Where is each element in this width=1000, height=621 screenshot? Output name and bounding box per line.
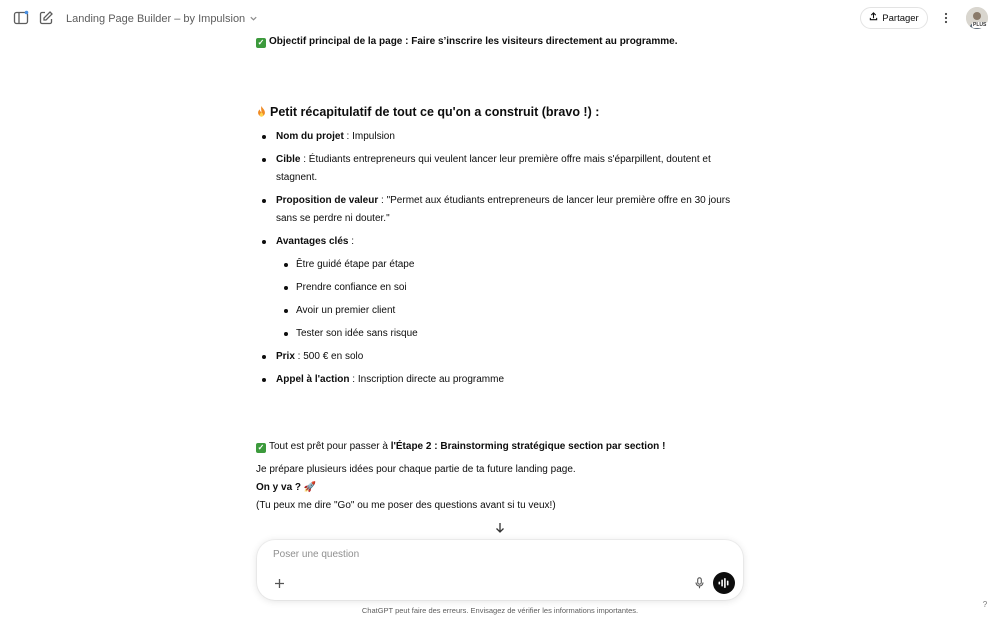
voice-mode-button[interactable] <box>713 572 735 594</box>
chat-title: Landing Page Builder – by Impulsion <box>66 13 246 25</box>
advantage-item: Prendre confiance en soi <box>276 279 748 297</box>
plan-badge: PLUS <box>973 22 987 28</box>
microphone-icon[interactable] <box>693 576 705 590</box>
check-icon: ✓ <box>257 443 265 452</box>
item-text: : Étudiants entrepreneurs qui veulent lancer leur première offre mais s'éparpillent, doutent et stagnent. <box>276 154 711 183</box>
share-button[interactable] <box>860 7 928 29</box>
top-bar <box>0 0 1000 36</box>
item-text: : Inscription directe au programme <box>349 374 505 385</box>
list-item <box>256 128 748 146</box>
share-label: Partager <box>882 12 919 24</box>
chevron-down-icon <box>249 10 258 28</box>
list-item <box>256 192 748 228</box>
rocket-icon: 🚀 <box>303 482 317 493</box>
hint-line: (Tu peux me dire "Go" ou me poser des questions avant si tu veux!) <box>256 500 556 511</box>
item-text: : 500 € en solo <box>294 351 364 362</box>
list-item <box>256 233 748 343</box>
item-label: Avantages clés <box>276 236 349 247</box>
scroll-down-icon[interactable] <box>492 520 508 534</box>
advantage-item: Avoir un premier client <box>276 302 748 320</box>
objective-text: : Faire s’inscrire les visiteurs directement au programme. <box>402 36 678 47</box>
advantage-item: Tester son idée sans risque <box>276 325 748 343</box>
cta-text: On y va ? <box>256 482 302 493</box>
cta-line <box>256 479 316 497</box>
recap-heading <box>256 103 599 121</box>
objective-line <box>256 33 678 51</box>
prompt-input[interactable] <box>273 546 673 562</box>
item-text: : <box>348 236 355 247</box>
list-item <box>256 348 748 366</box>
ready-line <box>256 438 665 456</box>
item-text: : Impulsion <box>343 131 395 142</box>
item-text: : "Permet aux étudiants entrepreneurs de lancer leur première offre en 30 jours sans se perdre ni douter." <box>276 195 731 224</box>
share-icon <box>869 12 878 24</box>
objective-label: Objectif principal de la page <box>269 36 403 47</box>
new-chat-icon[interactable] <box>37 9 55 27</box>
kebab-icon[interactable] <box>938 9 954 27</box>
list-item <box>256 371 748 389</box>
chat-title-menu[interactable] <box>66 10 258 28</box>
fire-icon <box>256 106 267 118</box>
list-item <box>256 151 748 187</box>
item-label: Appel à l'action <box>276 374 350 385</box>
composer <box>257 540 743 600</box>
waveform-icon <box>718 578 730 588</box>
prep-line: Je prépare plusieurs idées pour chaque partie de ta future landing page. <box>256 464 576 475</box>
item-label: Proposition de valeur <box>276 195 379 206</box>
plus-icon[interactable] <box>271 575 287 591</box>
item-label: Nom du projet <box>276 131 344 142</box>
recap-heading-text: Petit récapitulatif de tout ce qu'on a construit (bravo !) : <box>270 105 600 119</box>
ready-text: Tout est prêt pour passer à <box>269 441 391 452</box>
advantage-item: Être guidé étape par étape <box>276 256 748 274</box>
disclaimer: ChatGPT peut faire des erreurs. Envisagez de vérifier les informations importantes. <box>361 606 639 615</box>
check-icon: ✓ <box>257 38 265 47</box>
recap-list <box>256 128 748 394</box>
item-label: Prix <box>276 351 295 362</box>
advantages-list <box>276 256 748 343</box>
sidebar-toggle-icon[interactable] <box>12 9 30 27</box>
item-label: Cible <box>276 154 301 165</box>
help-button[interactable]: ? <box>982 600 988 609</box>
ready-bold: l'Étape 2 : Brainstorming stratégique section par section ! <box>390 441 666 452</box>
